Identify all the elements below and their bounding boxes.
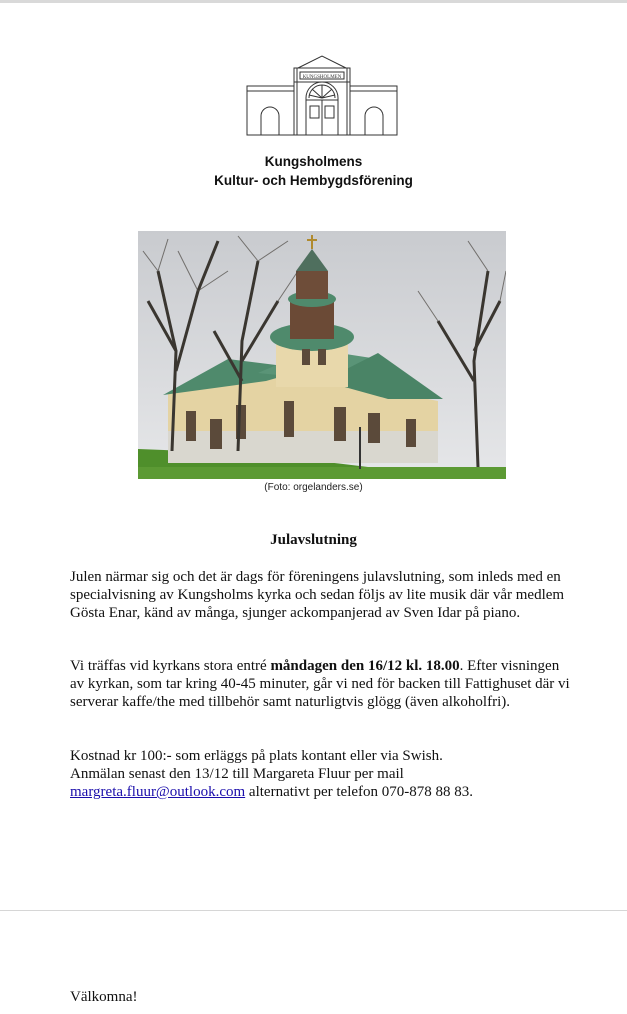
meeting-text-post: . Efter visningen av kyrkan, som tar kring 40-45 minuter, går vi ned för backen till Fattighuset där vi serverar kaffe/the med tillbehör samt naturligtvis glögg (även alkoholfri). [70,658,570,710]
welcome-text: Välkomna! [70,989,138,1005]
article-title: Julavslutning [270,532,357,548]
paragraph-intro: Julen närmar sig och det är dags för föreningens julavslutning, som inleds med en specialvisning av Kungsholms kyrka och sedan följs av lite musik där vår medlem Gösta Enar, känd av många, sjunger ackompanjerad av Sven Idar på piano. [70,569,565,621]
phone-text: alternativt per telefon 070-878 88 83. [245,784,474,800]
meeting-text-pre: Vi träffas vid kyrkans stora entré [70,658,271,674]
association-logo [246,54,398,136]
cost-text: Kostnad kr 100:- som erläggs på plats kontant eller via Swish. [70,748,443,764]
top-border [0,0,627,3]
logo-text: KUNGSHOLMEN [302,75,342,80]
church-photo [138,231,506,479]
photo-caption: (Foto: orgelanders.se) [264,482,363,493]
section-divider [0,910,627,911]
paragraph-cost-signup [70,747,570,801]
paragraph-meeting [70,657,570,711]
organization-name [0,152,627,190]
email-link[interactable]: margreta.fluur@outlook.com [70,784,246,800]
signup-text: Anmälan senast den 13/12 till Margareta Fluur per mail [70,766,404,782]
org-line-1: Kungsholmens [264,154,363,169]
meeting-date: måndagen den 16/12 kl. 18.00 [270,658,460,674]
org-line-2: Kultur- och Hembygdsförening [214,173,413,188]
